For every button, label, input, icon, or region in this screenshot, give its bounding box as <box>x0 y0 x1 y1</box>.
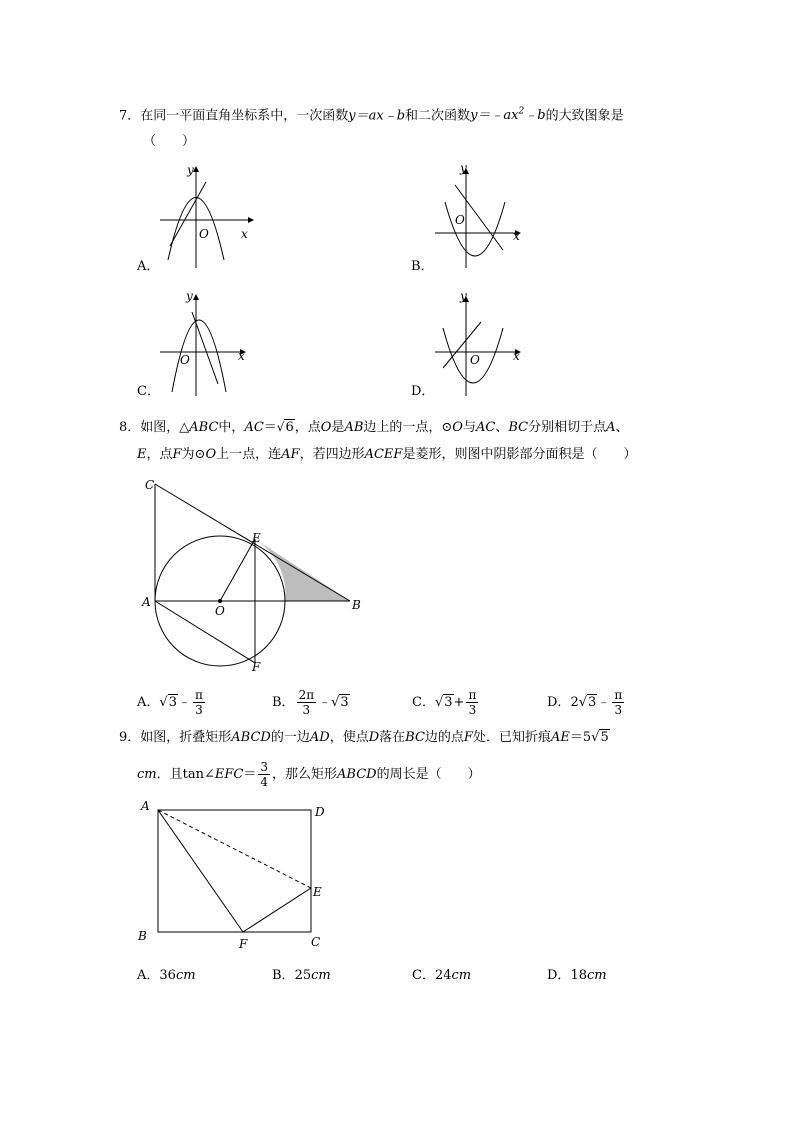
q7-option-d[interactable]: D． <box>411 384 435 399</box>
q9-option-d[interactable]: D．18cm <box>547 968 607 983</box>
q9-option-c[interactable]: C．24cm <box>412 968 472 983</box>
point-c-label: C <box>145 478 155 492</box>
q7-quadratic-expr: $y=﹣ax^2﹣b$ <box>470 107 546 124</box>
q8-option-a[interactable]: A．√3﹣ $\frac{\pi}{3}$ <box>137 688 203 717</box>
x-axis-label: x <box>513 229 520 243</box>
q8-figure <box>140 474 370 674</box>
q7-graph-b <box>433 160 533 272</box>
q8-number: 8． <box>119 420 141 435</box>
q8-option-d[interactable]: D．2√3﹣ $\frac{\pi}{3}$ <box>547 688 623 717</box>
y-axis-label: y <box>460 161 467 175</box>
q9-option-b[interactable]: B．25cm <box>272 968 331 983</box>
point-d-label: D <box>315 805 325 819</box>
shaded-region <box>255 539 350 601</box>
x-axis-label: x <box>238 349 245 363</box>
q7-option-b[interactable]: B． <box>411 259 434 274</box>
y-axis-label: y <box>460 289 467 303</box>
origin-label: O <box>180 353 190 367</box>
point-a-label: A <box>141 799 150 813</box>
q9-line1: 9．如图，折叠矩形ABCD的一边AD，使点D落在BC边的点F处．已知折痕AE＝5√5 <box>119 730 609 745</box>
q9-number: 9． <box>119 730 141 745</box>
q7-graph-c <box>158 288 258 398</box>
origin-label: O <box>199 227 209 241</box>
point-c-label: C <box>311 935 321 949</box>
q7-line1: 7．在同一平面直角坐标系中，一次函数y＝ax﹣b和二次函数$y=﹣ax^2﹣b$的大致图象是 <box>119 107 624 124</box>
point-b-label: B <box>352 598 361 612</box>
point-f-label: F <box>239 937 248 951</box>
q9-line2: cm．且tan∠EFC＝ $\frac{3}{4}$ ，那么矩形ABCD的周长是（ ） <box>137 760 481 789</box>
point-f-label: F <box>252 660 261 674</box>
q7-graph-d <box>433 288 533 398</box>
q7-option-c[interactable]: C． <box>137 384 160 399</box>
point-e-label: E <box>252 531 261 545</box>
q7-linear-expr: y＝ax﹣b <box>348 108 406 124</box>
q8-line1: 8．如图，△ABC中，AC＝√6，点O是AB边上的一点，⊙O与AC、BC分别相切于点A、 <box>119 420 629 435</box>
q7-answer-paren: （ ） <box>143 134 196 149</box>
x-axis-label: x <box>241 227 248 241</box>
origin-label: O <box>455 213 465 227</box>
q7-number: 7． <box>119 108 141 124</box>
q7-graph-a <box>158 160 258 272</box>
y-axis-label: y <box>187 163 194 177</box>
q7-option-a[interactable]: A． <box>137 259 160 274</box>
q9-figure <box>135 798 345 958</box>
q9-option-a[interactable]: A．36cm <box>137 968 196 983</box>
x-axis-label: x <box>513 349 520 363</box>
point-o-label: O <box>215 604 225 618</box>
point-e-label: E <box>313 885 322 899</box>
y-axis-label: y <box>186 289 193 303</box>
origin-label: O <box>470 353 480 367</box>
point-a-label: A <box>142 595 151 609</box>
q8-option-c[interactable]: C．√3+ $\frac{\pi}{3}$ <box>412 688 477 717</box>
point-b-label: B <box>138 929 147 943</box>
q8-option-b[interactable]: B． $\frac{2\pi}{3}$ ﹣√3 <box>272 688 349 717</box>
q8-line2: E，点F为⊙O上一点，连AF，若四边形ACEF是菱形，则图中阴影部分面积是（ ） <box>137 447 637 462</box>
